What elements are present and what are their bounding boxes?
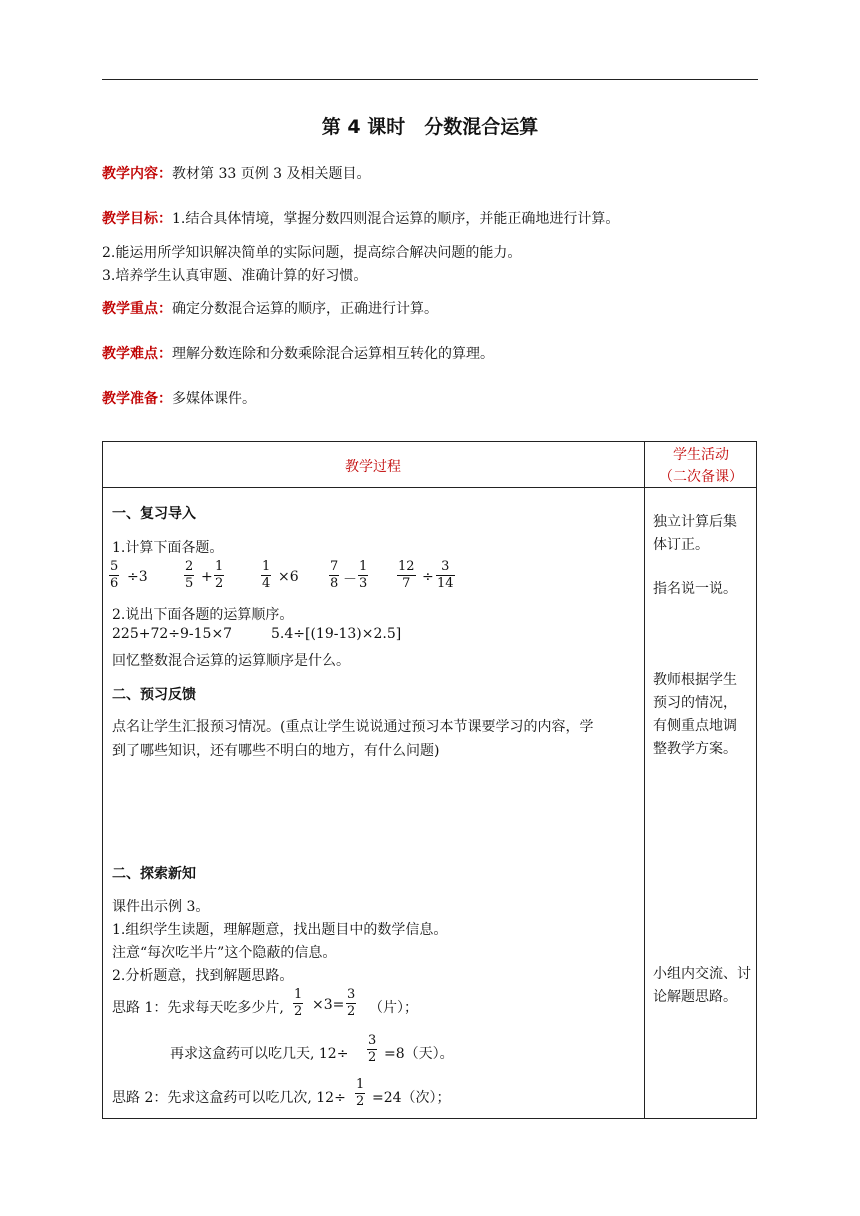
col2-header-line1: 学生活动 xyxy=(673,447,729,463)
idea-1-text: 思路 1：先求每天吃多少片, xyxy=(112,1000,284,1016)
operator: + xyxy=(201,569,213,585)
operator: ÷ xyxy=(422,569,434,585)
fraction: 3 2 xyxy=(347,987,356,1019)
preview-line-1: 点名让学生汇报预习情况。(重点让学生说说通过预习本节课要学习的内容，学 xyxy=(112,719,594,735)
item-text: 理解分数连除和分数乘除混合运算相互转化的算理。 xyxy=(172,346,494,362)
side-note-3: 教师根据学生 预习的情况， 有侧重点地调 整教学方案。 xyxy=(653,672,737,757)
item-text: 多媒体课件。 xyxy=(172,391,256,407)
section-preview-heading: 二、预习反馈 xyxy=(112,687,196,703)
column-divider xyxy=(644,441,645,1119)
item-text: 确定分数混合运算的顺序，正确进行计算。 xyxy=(172,301,438,317)
operator: ×6 xyxy=(278,569,299,585)
explore-line-2: 1.组织学生读题，理解题意，找出题目中的数学信息。 xyxy=(112,922,448,938)
result-text: =24（次）； xyxy=(372,1090,451,1106)
operator: ×3= xyxy=(312,997,345,1013)
fraction: 1 2 xyxy=(215,559,224,591)
idea-2-text: 思路 2：先求这盒药可以吃几次, 12÷ xyxy=(112,1090,346,1106)
operator: － xyxy=(343,572,357,588)
fraction: 1 2 xyxy=(294,987,303,1019)
teaching-focus xyxy=(102,298,438,318)
result-text: =8（天）。 xyxy=(384,1046,454,1062)
item-text: 2.能运用所学知识解决简单的实际问题，提高综合解决问题的能力。 xyxy=(102,245,522,261)
side-note-4: 小组内交流、讨 论解题思路。 xyxy=(653,966,751,1005)
teaching-goals xyxy=(102,208,619,228)
header-divider xyxy=(102,487,757,488)
explore-line-3: 注意“每次吃半片”这个隐蔽的信息。 xyxy=(112,945,337,961)
item-text: 3.培养学生认真审题、准确计算的好习惯。 xyxy=(102,268,368,284)
operator: ÷3 xyxy=(127,569,148,585)
item-label: 教学内容： xyxy=(102,166,172,182)
page-title: 第 4 课时 分数混合运算 xyxy=(321,116,539,138)
item-label: 教学准备： xyxy=(102,391,172,407)
top-rule xyxy=(102,79,758,80)
fraction: 3 2 xyxy=(368,1033,377,1065)
explore-line-4: 2.分析题意，找到解题思路。 xyxy=(112,968,294,984)
col1-header: 教学过程 xyxy=(345,459,401,475)
explore-line-1: 课件出示例 3。 xyxy=(112,899,210,915)
teaching-difficulty xyxy=(102,343,494,363)
recall-question: 回忆整数混合运算的运算顺序是什么。 xyxy=(112,653,350,669)
preview-line-2: 到了哪些知识，还有哪些不明白的地方，有什么问题) xyxy=(112,743,440,759)
section-explore-heading: 二、探索新知 xyxy=(112,866,196,882)
item-label: 教学目标： xyxy=(102,211,172,227)
col2-header-line2: （二次备课） xyxy=(659,469,743,485)
idea-1b-text: 再求这盒药可以吃几天, 12÷ xyxy=(170,1046,349,1062)
fraction: 2 5 xyxy=(185,559,194,591)
fraction: 3 14 xyxy=(437,559,454,591)
fraction: 1 3 xyxy=(359,559,368,591)
fraction: 1 4 xyxy=(262,559,271,591)
section-review-heading: 一、复习导入 xyxy=(112,506,196,522)
item-label: 教学重点： xyxy=(102,301,172,317)
unit-text: （片）； xyxy=(369,1000,418,1016)
goal-2 xyxy=(102,242,521,262)
item-text: 1.结合具体情境，掌握分数四则混合运算的顺序，并能正确地进行计算。 xyxy=(172,211,620,227)
fraction: 5 6 xyxy=(110,559,119,591)
goal-3 xyxy=(102,265,367,285)
teaching-content xyxy=(102,163,371,183)
fraction: 1 2 xyxy=(356,1077,365,1109)
expression-2: 5.4÷[(19-13)×2.5] xyxy=(271,626,402,642)
fraction: 7 8 xyxy=(330,559,339,591)
side-note-1: 独立计算后集 体订正。 xyxy=(653,514,737,553)
item-label: 教学难点： xyxy=(102,346,172,362)
teaching-preparation xyxy=(102,388,256,408)
item-text: 教材第 33 页例 3 及相关题目。 xyxy=(172,166,371,182)
fraction: 12 7 xyxy=(398,559,415,591)
expression-1: 225+72÷9-15×7 xyxy=(112,626,233,642)
task-2: 2.说出下面各题的运算顺序。 xyxy=(112,607,294,623)
task-1: 1.计算下面各题。 xyxy=(112,540,224,556)
side-note-2: 指名说一说。 xyxy=(653,581,737,597)
